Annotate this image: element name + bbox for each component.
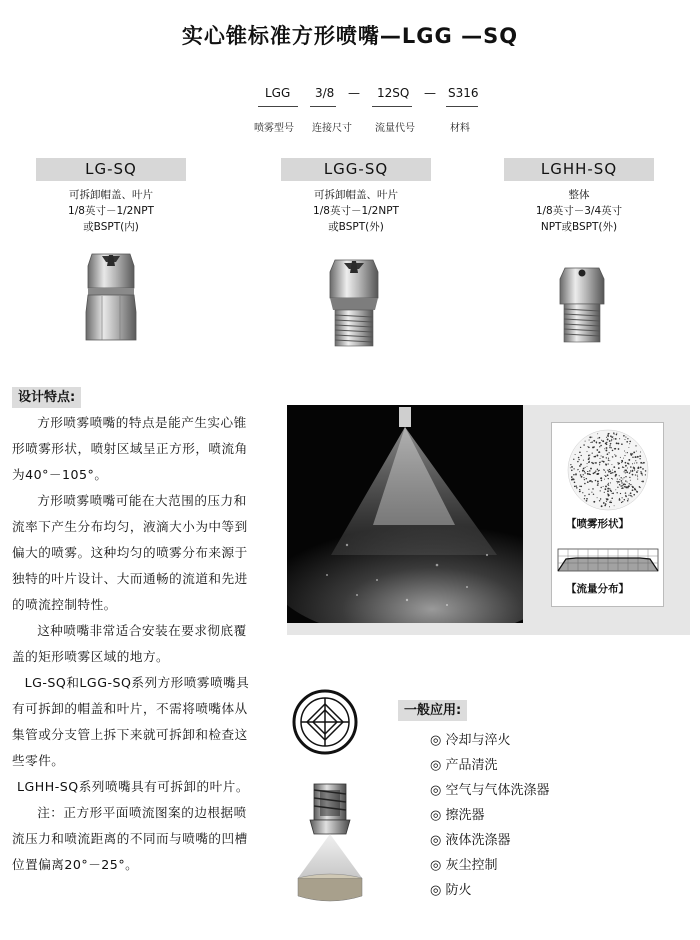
bullet-icon: ◎ (430, 833, 442, 848)
design-paragraph: LG-SQ和LGG-SQ系列方形喷雾喷嘴具有可拆卸的帽盖和叶片，不需将喷嘴体从集管或分支管上拆下来就可拆卸和检查这些零件。 (12, 675, 250, 768)
code-part-size: 3/8 (315, 86, 335, 100)
applications-heading: 一般应用: (398, 700, 467, 721)
code-underline (446, 106, 478, 107)
spray-shape-caption: 【喷雾形状】 (566, 518, 629, 530)
spray-pattern-dots-icon (565, 427, 651, 513)
list-item: ◎ 液体洗涤器 (430, 833, 511, 848)
design-features-text (12, 410, 252, 878)
code-label-model: 喷雾型号 (254, 123, 294, 134)
lgg-sq-nozzle-image (325, 258, 383, 350)
design-features-heading: 设计特点: (12, 387, 81, 408)
code-label-size: 连接尺寸 (312, 123, 352, 134)
model-header-lg-sq: LG-SQ (36, 158, 186, 181)
list-item: ◎ 空气与气体洗涤器 (430, 783, 550, 798)
code-part-dash: — (424, 86, 436, 100)
bullet-icon: ◎ (430, 733, 442, 748)
code-label-flow: 流量代号 (375, 123, 415, 134)
code-part-dash: — (348, 86, 360, 100)
design-note: 注：正方形平面喷流图案的边根据喷流压力和喷流距离的不同而与喷嘴的凹槽位置偏离20°－25°。 (12, 805, 248, 872)
code-underline (258, 106, 298, 107)
code-part-material: S316 (448, 86, 479, 100)
list-item: ◎ 防火 (430, 883, 472, 898)
list-item: ◎ 冷却与淬火 (430, 733, 511, 748)
applications-list (430, 728, 550, 903)
model-header-lghh-sq: LGHH-SQ (504, 158, 654, 181)
bullet-icon: ◎ (430, 808, 442, 823)
page-title: 实心锥标准方形喷嘴—LGG —SQ (181, 24, 519, 48)
code-label-material: 材料 (450, 123, 470, 134)
nozzle-cutaway-spray-diagram (294, 780, 366, 910)
lg-sq-nozzle-image (82, 252, 140, 347)
model-header-lgg-sq: LGG-SQ (281, 158, 431, 181)
bullet-icon: ◎ (430, 858, 442, 873)
code-underline (310, 106, 336, 107)
spray-photo (287, 405, 523, 623)
model-desc-lgg-sq: 可拆卸帽盖、叶片 1/8英寸－1/2NPT 或BSPT(外) (313, 189, 399, 233)
lghh-sq-nozzle-image (556, 266, 608, 346)
spray-diagram-box (551, 422, 664, 607)
model-desc-lg-sq: 可拆卸帽盖、叶片 1/8英寸－1/2NPT 或BSPT(内) (68, 189, 154, 233)
code-part-flow: 12SQ (377, 86, 410, 100)
vane-cross-section-diagram (291, 688, 359, 756)
design-paragraph: 方形喷雾喷嘴的特点是能产生实心锥形喷雾形状，喷射区域呈正方形，喷流角为40°－105°。 (12, 415, 248, 482)
code-part-model: LGG (265, 86, 291, 100)
list-item: ◎ 灰尘控制 (430, 858, 498, 873)
design-paragraph: LGHH-SQ系列喷嘴具有可拆卸的叶片。 (17, 779, 249, 794)
list-item: ◎ 擦洗器 (430, 808, 485, 823)
flow-distribution-caption: 【流量分布】 (566, 583, 629, 595)
flow-distribution-chart-icon (554, 547, 662, 577)
bullet-icon: ◎ (430, 758, 442, 773)
design-paragraph: 方形喷雾喷嘴可能在大范围的压力和流率下产生分布均匀，液滴大小为中等到偏大的喷雾。这种均匀的喷雾分布来源于独特的叶片设计、大而通畅的流道和先进的喷流控制特性。 (12, 493, 248, 612)
model-desc-lghh-sq: 整体 1/8英寸－3/4英寸 NPT或BSPT(外) (535, 189, 623, 233)
list-item: ◎ 产品清洗 (430, 758, 498, 773)
code-underline (372, 106, 412, 107)
design-paragraph: 这种喷嘴非常适合安装在要求彻底覆盖的矩形喷雾区域的地方。 (12, 623, 247, 664)
bullet-icon: ◎ (430, 883, 442, 898)
bullet-icon: ◎ (430, 783, 442, 798)
